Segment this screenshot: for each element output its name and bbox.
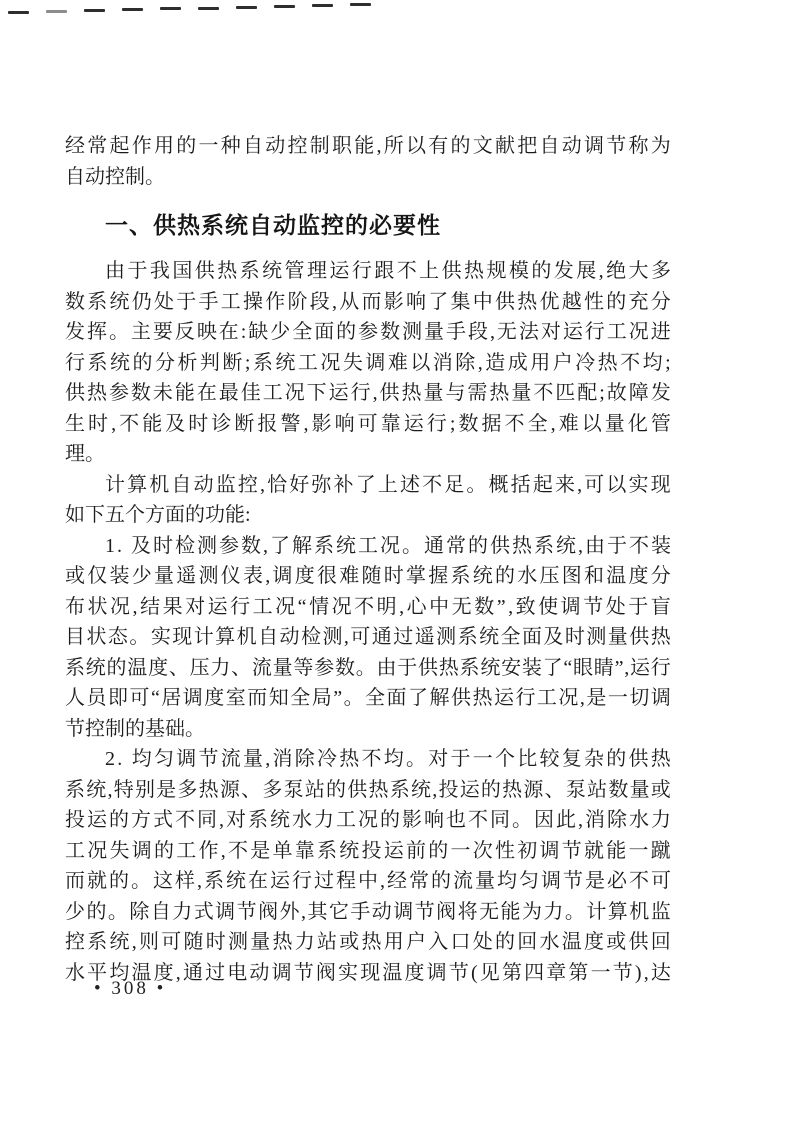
scan-dash-mark: [236, 6, 257, 9]
text-block: [65, 131, 671, 988]
text-line: 发 挥 。 主 要 反 映 在 : 缺 少 全 面 的 参 数 测 量 手 段 , 无 法 对 运 行 工 况 进: [65, 321, 671, 343]
scan-dash-mark: [312, 4, 333, 7]
scan-dash-mark: [46, 10, 67, 13]
text-line: 控 系 统 , 则 可 随 时 测 量 热 力 站 或 热 用 户 入 口 处 的 回 水 温 度 或 供 回: [65, 931, 671, 953]
scan-dash-mark: [198, 7, 219, 10]
text-line: 行 系 统 的 分 析 判 断 ; 系 统 工 况 失 调 难 以 消 除 , 造 成 用 户 冷 热 不 均 ;: [65, 351, 671, 374]
text-line: 由 于 我 国 供 热 系 统 管 理 运 行 跟 不 上 供 热 规 模 的 发 展 , 绝 大 多: [105, 260, 671, 282]
text-line: 2 . 均 匀 调 节 流 量 , 消 除 冷 热 不 均 。 对 于 一 个 比 较 复 杂 的 供 热: [105, 748, 671, 770]
text-line: 自动控制。: [65, 165, 165, 188]
scan-dash-mark: [274, 5, 295, 8]
scan-dash-mark: [350, 3, 371, 6]
scan-edge-marks: [8, 2, 428, 18]
text-line: 如下五个方面的功能:: [65, 504, 251, 526]
text-line: 布 状 况 , 结 果 对 运 行 工 况 “ 情 况 不 明 , 心 中 无 数 ” , 致 使 调 节 处 于 盲: [65, 595, 671, 618]
text-line: 目 状 态 。 实 现 计 算 机 自 动 检 测 , 可 通 过 遥 测 系 统 全 面 及 时 测 量 供 热: [65, 626, 671, 648]
text-line: 经 常 起 作 用 的 一 种 自 动 控 制 职 能 , 所 以 有 的 文 献 把 自 动 调 节 称 为: [65, 135, 671, 157]
scan-dash-mark: [160, 7, 181, 10]
text-line: 或 仅 装 少 量 遥 测 仪 表 , 调 度 很 难 随 时 掌 握 系 统 的 水 压 图 和 温 度 分: [65, 565, 671, 587]
text-line: 系 统 , 特 别 是 多 热 源 、 多 泵 站 的 供 热 系 统 , 投 运 的 热 源 、 泵 站 数 量 或: [65, 778, 671, 801]
text-line: 少 的 。 除 自 力 式 调 节 阀 外 , 其 它 手 动 调 节 阀 将 无 能 为 力 。 计 算 机 监: [65, 900, 671, 923]
text-line: 1 . 及 时 检 测 参 数 , 了 解 系 统 工 况 。 通 常 的 供 热 系 统 , 由 于 不 装: [105, 534, 671, 557]
text-line: 生 时 , 不 能 及 时 诊 断 报 警 , 影 响 可 靠 运 行 ; 数 据 不 全 , 难 以 量 化 管: [65, 412, 671, 435]
text-line: 节控制的基础。: [65, 717, 205, 740]
text-line: 系 统 的 温 度 、 压 力 、 流 量 等 参 数 。 由 于 供 热 系 统 安 装 了 “ 眼 睛 ” , 运 行: [65, 656, 671, 679]
scan-dash-mark: [84, 9, 105, 12]
text-line: 水 平 均 温 度 , 通 过 电 动 调 节 阀 实 现 温 度 调 节 ( 见 第 四 章 第 一 节 ) , 达: [65, 961, 671, 984]
scan-dash-mark: [8, 11, 29, 14]
text-line: 供 热 参 数 未 能 在 最 佳 工 况 下 运 行 , 供 热 量 与 需 热 量 不 匹 配 ; 故 障 发: [65, 382, 671, 404]
text-line: 理。: [65, 443, 105, 465]
text-line: 数 系 统 仍 处 于 手 工 操 作 阶 段 , 从 而 影 响 了 集 中 供 热 优 越 性 的 充 分: [65, 290, 671, 313]
text-line: 而 就 的 。 这 样 , 系 统 在 运 行 过 程 中 , 经 常 的 流 量 均 匀 调 节 是 必 不 可: [65, 870, 671, 892]
section-heading: 一、供热系统自动监控的必要性: [105, 212, 441, 238]
text-line: 人 员 即 可 “ 居 调 度 室 而 知 全 局 ” 。 全 面 了 解 供 热 运 行 工 况 , 是 一 切 调: [65, 687, 671, 709]
text-line: 投 运 的 方 式 不 同 , 对 系 统 水 力 工 况 的 影 响 也 不 同 。 因 此 , 消 除 水 力: [65, 809, 671, 831]
text-line: 工 况 失 调 的 工 作 , 不 是 单 靠 系 统 投 运 前 的 一 次 性 初 调 节 就 能 一 蹴: [65, 839, 671, 862]
scan-dash-mark: [122, 8, 143, 11]
page-number: • 308 •: [94, 978, 167, 999]
text-line: 计 算 机 自 动 监 控 , 恰 好 弥 补 了 上 述 不 足 。 概 括 起 来 , 可 以 实 现: [105, 473, 671, 496]
